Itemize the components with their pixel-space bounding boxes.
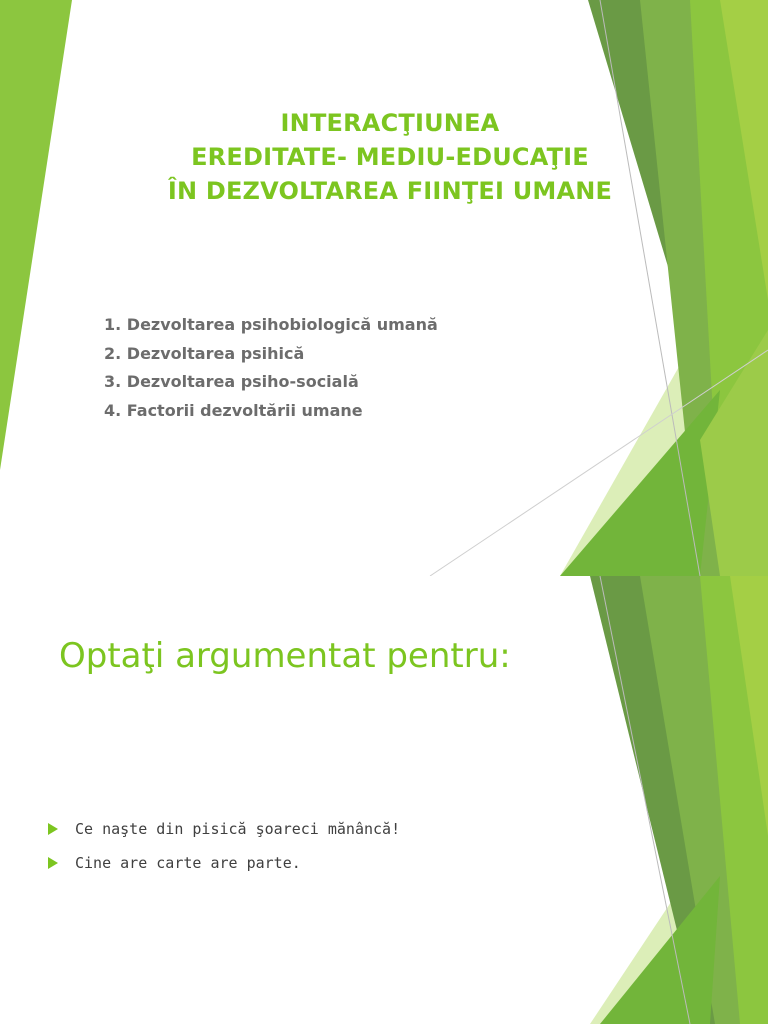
slide-2-heading: Optaţi argumentat pentru: <box>59 636 511 676</box>
title-line-2: EREDITATE- MEDIU-EDUCAŢIE <box>191 143 589 171</box>
bullet-item <box>48 812 400 846</box>
bullet-text: Cine are carte are parte. <box>75 854 301 872</box>
contents-item: 4. Factorii dezvoltării umane <box>104 400 363 420</box>
contents-list <box>104 311 438 425</box>
left-green-sliver <box>0 0 72 470</box>
triangle-bullet-icon <box>48 857 58 869</box>
triangle-bullet-icon <box>48 823 58 835</box>
bullet-text: Ce naşte din pisică şoareci mănâncă! <box>75 820 401 838</box>
title-line-3: ÎN DEZVOLTAREA FIINŢEI UMANE <box>167 177 613 205</box>
contents-item: 3. Dezvoltarea psiho-socială <box>104 372 359 391</box>
bullet-list <box>48 812 400 880</box>
contents-item: 2. Dezvoltarea psihică <box>104 343 305 363</box>
title-line-1: INTERACŢIUNEA <box>280 109 500 137</box>
slide-2 <box>0 576 768 1024</box>
contents-item: 1. Dezvoltarea psihobiologică umană <box>104 315 438 334</box>
slide-1-title <box>90 106 690 208</box>
bullet-item <box>48 846 400 880</box>
